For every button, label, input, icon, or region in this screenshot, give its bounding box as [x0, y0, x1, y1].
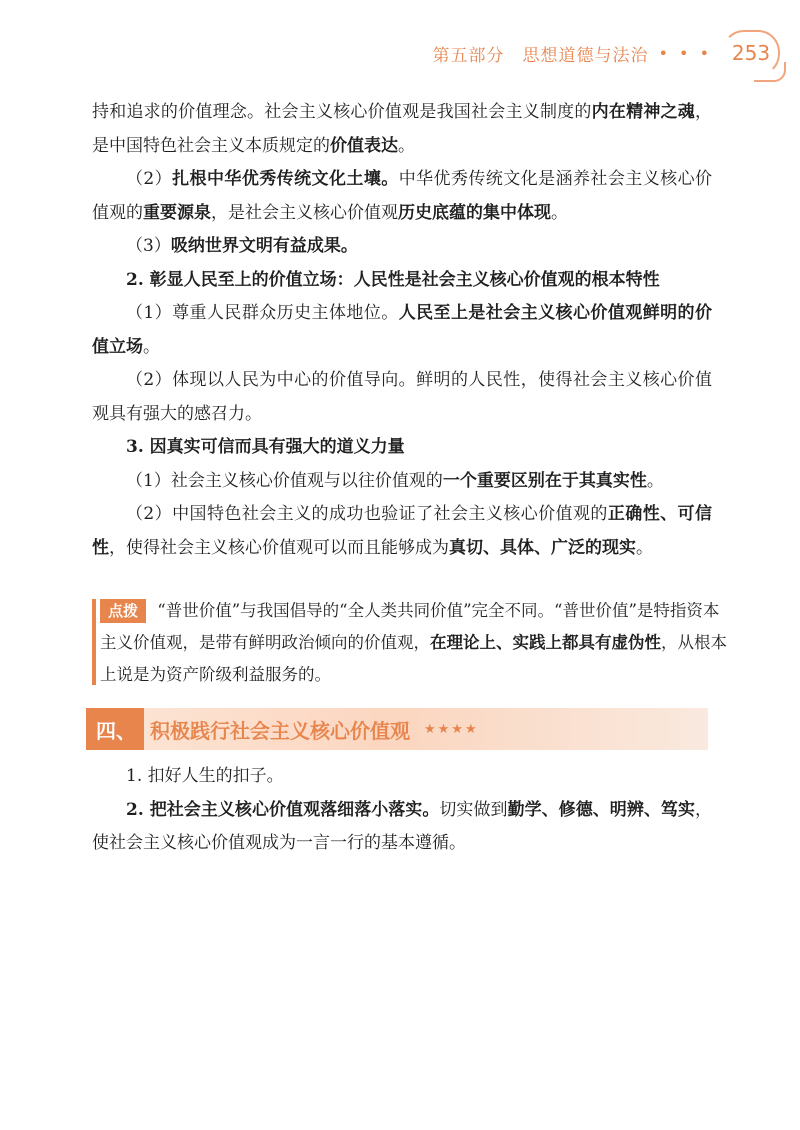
bold-text: 价值表达 — [330, 135, 398, 156]
text-segment: 。 — [646, 470, 664, 491]
text-segment: ，从根本上说是为资产阶级利益服务的。 — [100, 633, 727, 684]
bold-text: 3. 因真实可信而具有强大的道义力量 — [126, 437, 405, 457]
paragraph — [92, 264, 712, 298]
text-segment: ，是社会主义核心价值观 — [211, 202, 398, 223]
star-rating-icon: ★★★★ — [424, 721, 479, 737]
tip-accent-bar — [92, 599, 96, 685]
text-segment: 切实做到 — [439, 799, 508, 820]
text-segment: （1）社会主义核心价值观与以往价值观的 — [126, 470, 443, 491]
bold-text: 重要源泉 — [143, 202, 211, 223]
text-segment: （1）尊重人民群众历史主体地位。 — [126, 303, 399, 323]
bold-text: 正确性、可信性 — [92, 504, 712, 558]
bold-text: 扎根中华优秀传统文化土壤。 — [172, 169, 399, 189]
page-number: 253 — [722, 30, 780, 76]
text-segment: 。 — [551, 202, 568, 223]
bold-text: 勤学、修德、明辨、笃实 — [507, 799, 696, 820]
bold-text: 吸纳世界文明有益成果。 — [170, 236, 358, 256]
text-segment: （2）中国特色社会主义的成功也验证了社会主义核心价值观的 — [126, 504, 608, 524]
paragraph — [92, 498, 712, 565]
section-number: 四、 — [86, 708, 144, 750]
text-segment: 。 — [143, 336, 160, 357]
bold-text: 人民至上是社会主义核心价值观鲜明的价值立场 — [92, 303, 712, 357]
part-title: 第五部分 思想道德与法治 — [432, 45, 649, 66]
paragraph — [92, 364, 712, 431]
text-segment: ，使社会主义核心价值观成为一言一行的基本遵循。 — [92, 799, 713, 853]
paragraph — [92, 465, 712, 499]
text-segment: 持和追求的价值理念。社会主义核心价值观是我国社会主义制度的 — [92, 102, 592, 122]
text-segment: （2）体现以人民为中心的价值导向。鲜明的人民性，使得社会主义核心价值观具有强大的感召力。 — [92, 370, 712, 424]
main-text — [92, 96, 712, 565]
text-segment: （2） — [126, 169, 173, 189]
bold-text: 2. 彰显人民至上的价值立场：人民性是社会主义核心价值观的根本特性 — [126, 269, 660, 290]
paragraph — [92, 794, 712, 861]
paragraph — [92, 431, 712, 465]
section-title: 积极践行社会主义核心价值观 — [150, 718, 410, 743]
text-segment: ，使得社会主义核心价值观可以而且能够成为 — [109, 537, 449, 558]
paragraph — [92, 163, 712, 230]
section-text — [92, 760, 712, 861]
tip-box — [88, 595, 728, 691]
bold-text: 内在精神之魂 — [591, 102, 696, 122]
bold-text: 在理论上、实践上都具有虚伪性 — [430, 633, 661, 652]
paragraph — [92, 96, 712, 163]
bold-text: 2. 把社会主义核心价值观落细落小落实。 — [126, 799, 440, 820]
paragraph — [92, 297, 712, 364]
text-segment: 。 — [636, 537, 653, 558]
paragraph — [92, 760, 712, 794]
paragraph — [92, 230, 712, 264]
bold-text: 一个重要区别在于其真实性 — [442, 470, 647, 491]
bold-text: 真切、具体、广泛的现实 — [449, 537, 636, 558]
page-header — [433, 30, 780, 76]
text-segment: ，是中国特色社会主义本质规定的 — [92, 102, 713, 156]
tip-text — [88, 595, 728, 691]
text-segment: （3） — [126, 236, 171, 256]
section-heading — [86, 708, 708, 750]
header-dots: • • • — [658, 43, 712, 63]
text-segment: 。 — [398, 135, 415, 156]
text-segment: 1. 扣好人生的扣子。 — [126, 766, 284, 786]
tip-label: 点拨 — [100, 599, 146, 623]
bold-text: 历史底蕴的集中体现 — [398, 202, 551, 223]
text-segment: 中华优秀传统文化是涵养社会主义核心价值观的 — [92, 169, 713, 223]
text-segment: “普世价值”与我国倡导的“全人类共同价值”完全不同。“普世价值”是特指资本主义价值观，是带有鲜明政治倾向的价值观， — [100, 601, 720, 652]
